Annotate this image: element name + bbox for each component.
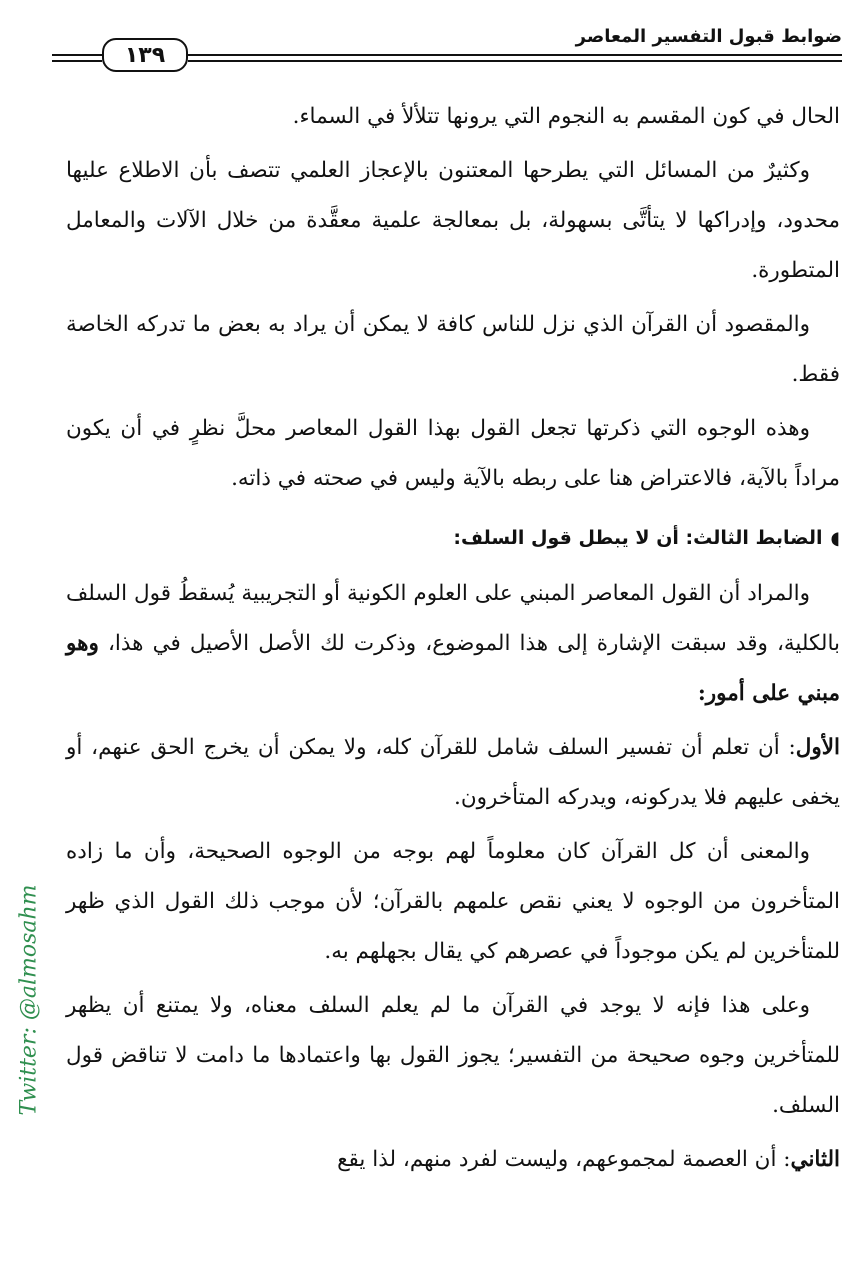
paragraph: وهذه الوجوه التي ذكرتها تجعل القول بهذا القول المعاصر محلَّ نظرٍ في أن يكون مراداً بالآية، فالاعتراض هنا على ربطه بالآية وليس في صحته في ذاته. [66, 416, 840, 491]
section-heading [66, 518, 840, 559]
header-rule [52, 54, 102, 56]
paragraph-text: : أن العصمة لمجموعهم، وليست لفرد منهم، لذا يقع [337, 1147, 791, 1172]
paragraph: الحال في كون المقسم به النجوم التي يرونها تتلألأ في السماء. [292, 104, 840, 129]
point-label: الثاني [790, 1147, 840, 1172]
page-number: ١٣٩ [102, 38, 188, 72]
paragraph: وكثيرٌ من المسائل التي يطرحها المعتنون بالإعجاز العلمي تتصف بأن الاطلاع عليها محدود، وإدراكها لا يتأتَّى بسهولة، بل بمعالجة علمية معقَّدة من خلال الآلات والمعامل المتطورة. [66, 158, 840, 283]
page-header [52, 20, 842, 70]
paragraph-text: : أن تعلم أن تفسير السلف شامل للقرآن كله، ولا يمكن أن يخرج الحق عنهم، أو يخفى عليهم فلا يدركونه، ويدركه المتأخرون. [66, 735, 840, 810]
section-heading-text: الضابط الثالث: أن لا يبطل قول السلف: [453, 527, 823, 549]
page-body [66, 92, 840, 1189]
header-rule [188, 60, 842, 62]
paragraph [66, 1135, 840, 1185]
paragraph [66, 569, 840, 719]
paragraph: والمعنى أن كل القرآن كان معلوماً لهم بوجه من الوجوه الصحيحة، وأن ما زاده المتأخرون من الوجوه لا يعني نقص علمهم بالقرآن؛ لأن موجب ذلك القول الذي ظهر للمتأخرين لم يكن موجوداً في عصرهم كي يقال بجهلهم به. [66, 839, 840, 964]
header-rule [52, 60, 102, 62]
point-label: الأول [795, 735, 840, 760]
running-title: ضوابط قبول التفسير المعاصر [570, 26, 842, 47]
paragraph-emphasis: وهو مبني على أمور: [66, 631, 840, 706]
paragraph: وعلى هذا فإنه لا يوجد في القرآن ما لم يعلم السلف معناه، ولا يمتنع أن يظهر للمتأخرين وجوه صحيحة من التفسير؛ يجوز القول بها واعتمادها ما دامت لا تناقض قول السلف. [66, 993, 840, 1118]
watermark [16, 884, 42, 1116]
bullet-icon: ◖ [830, 528, 840, 549]
paragraph: والمقصود أن القرآن الذي نزل للناس كافة لا يمكن أن يراد به بعض ما تدركه الخاصة فقط. [66, 312, 840, 387]
watermark-text: Twitter: @almosahm [16, 884, 42, 1116]
paragraph-text: والمراد أن القول المعاصر المبني على العلوم الكونية أو التجريبية يُسقطُ قول السلف بالكلية، وقد سبقت الإشارة إلى هذا الموضوع، وذكرت لك الأصل الأصيل في هذا، [66, 581, 840, 656]
paragraph [66, 723, 840, 823]
header-rule [188, 54, 842, 56]
